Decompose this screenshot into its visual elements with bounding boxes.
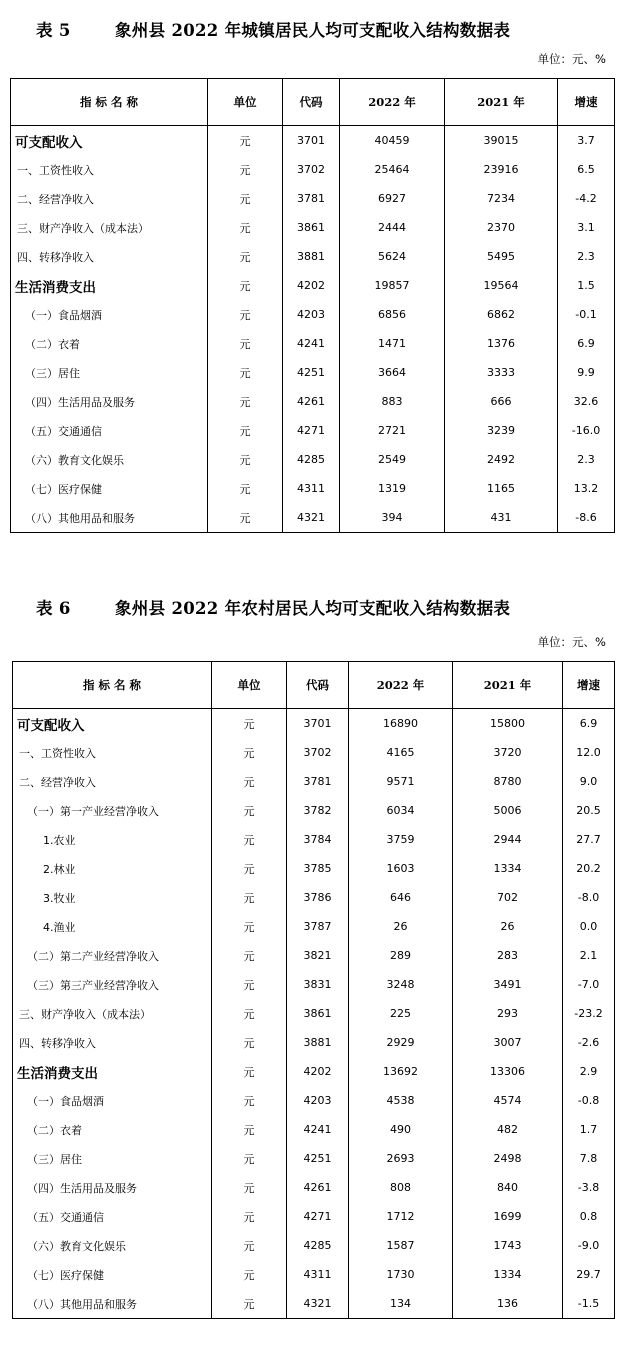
cell-growth: 32.6 [558, 387, 615, 416]
cell-name: 生活消费支出 [11, 271, 208, 300]
table-row [11, 184, 615, 213]
header-unit: 单位 [212, 662, 287, 709]
cell-unit: 元 [212, 912, 287, 941]
table-row [13, 767, 615, 796]
cell-y2021: 23916 [445, 155, 558, 184]
cell-name: （二）第二产业经营净收入 [13, 941, 212, 970]
cell-growth: 13.2 [558, 474, 615, 503]
cell-name: 一、工资性收入 [13, 738, 212, 767]
cell-y2022: 225 [349, 999, 453, 1028]
cell-name: 可支配收入 [13, 709, 212, 739]
cell-y2022: 1712 [349, 1202, 453, 1231]
cell-y2021: 482 [453, 1115, 563, 1144]
table-row [13, 738, 615, 767]
cell-name: （六）教育文化娱乐 [13, 1231, 212, 1260]
cell-growth: 20.5 [563, 796, 615, 825]
cell-y2021: 13306 [453, 1057, 563, 1086]
cell-growth: 9.9 [558, 358, 615, 387]
cell-y2022: 25464 [340, 155, 445, 184]
cell-code: 4271 [287, 1202, 349, 1231]
table-row [13, 1028, 615, 1057]
cell-y2021: 293 [453, 999, 563, 1028]
cell-name: 四、转移净收入 [13, 1028, 212, 1057]
header-2021: 2021 年 [445, 79, 558, 126]
cell-y2022: 1471 [340, 329, 445, 358]
cell-name: 一、工资性收入 [11, 155, 208, 184]
cell-name: （一）食品烟酒 [11, 300, 208, 329]
cell-name: 1.农业 [13, 825, 212, 854]
cell-unit: 元 [208, 474, 283, 503]
table-row [13, 854, 615, 883]
cell-code: 3785 [287, 854, 349, 883]
cell-growth: -23.2 [563, 999, 615, 1028]
table-row [13, 1173, 615, 1202]
cell-growth: -4.2 [558, 184, 615, 213]
header-2022: 2022 年 [349, 662, 453, 709]
cell-name: 3.牧业 [13, 883, 212, 912]
cell-y2022: 2549 [340, 445, 445, 474]
cell-code: 3881 [287, 1028, 349, 1057]
cell-unit: 元 [212, 1173, 287, 1202]
cell-unit: 元 [208, 387, 283, 416]
cell-code: 3881 [283, 242, 340, 271]
table-header-row [13, 662, 615, 709]
table-row [13, 1231, 615, 1260]
cell-code: 3781 [283, 184, 340, 213]
cell-unit: 元 [208, 126, 283, 156]
cell-y2022: 883 [340, 387, 445, 416]
cell-code: 4203 [283, 300, 340, 329]
cell-growth: 9.0 [563, 767, 615, 796]
cell-unit: 元 [212, 767, 287, 796]
cell-y2021: 3239 [445, 416, 558, 445]
cell-y2022: 26 [349, 912, 453, 941]
cell-y2022: 6856 [340, 300, 445, 329]
cell-unit: 元 [212, 970, 287, 999]
cell-y2022: 16890 [349, 709, 453, 739]
table-row [13, 709, 615, 739]
table-row [11, 271, 615, 300]
table-row [11, 242, 615, 271]
cell-growth: 6.9 [558, 329, 615, 358]
table-row [13, 912, 615, 941]
cell-growth: 7.8 [563, 1144, 615, 1173]
cell-growth: 6.5 [558, 155, 615, 184]
cell-code: 3784 [287, 825, 349, 854]
cell-y2022: 3759 [349, 825, 453, 854]
cell-growth: 2.3 [558, 242, 615, 271]
cell-y2021: 1334 [453, 1260, 563, 1289]
cell-growth: 27.7 [563, 825, 615, 854]
cell-y2021: 39015 [445, 126, 558, 156]
cell-growth: -8.0 [563, 883, 615, 912]
cell-code: 3861 [283, 213, 340, 242]
cell-growth: 1.7 [563, 1115, 615, 1144]
cell-name: （一）食品烟酒 [13, 1086, 212, 1115]
cell-name: （七）医疗保健 [11, 474, 208, 503]
table-row [13, 1057, 615, 1086]
header-code: 代码 [283, 79, 340, 126]
cell-growth: 2.1 [563, 941, 615, 970]
cell-y2022: 4538 [349, 1086, 453, 1115]
cell-y2022: 1319 [340, 474, 445, 503]
cell-code: 3786 [287, 883, 349, 912]
table-row [11, 474, 615, 503]
cell-y2022: 6034 [349, 796, 453, 825]
cell-unit: 元 [212, 941, 287, 970]
table-row [11, 387, 615, 416]
table-row [11, 126, 615, 156]
cell-name: （三）居住 [11, 358, 208, 387]
cell-code: 4202 [287, 1057, 349, 1086]
cell-y2022: 4165 [349, 738, 453, 767]
cell-code: 3821 [287, 941, 349, 970]
cell-y2021: 1165 [445, 474, 558, 503]
cell-name: （二）衣着 [13, 1115, 212, 1144]
cell-unit: 元 [208, 445, 283, 474]
cell-unit: 元 [212, 1202, 287, 1231]
cell-y2021: 1334 [453, 854, 563, 883]
cell-y2021: 6862 [445, 300, 558, 329]
table-row [11, 329, 615, 358]
cell-unit: 元 [212, 1260, 287, 1289]
cell-y2021: 3491 [453, 970, 563, 999]
table-row [13, 1086, 615, 1115]
cell-name: （八）其他用品和服务 [13, 1289, 212, 1319]
table-row [13, 825, 615, 854]
cell-y2022: 3248 [349, 970, 453, 999]
table-row [11, 213, 615, 242]
cell-y2021: 15800 [453, 709, 563, 739]
cell-y2021: 19564 [445, 271, 558, 300]
cell-unit: 元 [212, 796, 287, 825]
cell-code: 4321 [283, 503, 340, 533]
table-row [13, 1202, 615, 1231]
cell-y2021: 431 [445, 503, 558, 533]
cell-unit: 元 [212, 1144, 287, 1173]
cell-name: 可支配收入 [11, 126, 208, 156]
cell-unit: 元 [208, 300, 283, 329]
cell-growth: -3.8 [563, 1173, 615, 1202]
cell-y2021: 5495 [445, 242, 558, 271]
cell-y2022: 289 [349, 941, 453, 970]
cell-code: 4251 [283, 358, 340, 387]
cell-unit: 元 [212, 1057, 287, 1086]
cell-code: 3702 [287, 738, 349, 767]
cell-growth: 0.8 [563, 1202, 615, 1231]
cell-unit: 元 [212, 1115, 287, 1144]
cell-y2021: 2492 [445, 445, 558, 474]
cell-growth: -0.1 [558, 300, 615, 329]
table-row [11, 358, 615, 387]
cell-y2021: 8780 [453, 767, 563, 796]
cell-code: 3702 [283, 155, 340, 184]
cell-growth: 3.1 [558, 213, 615, 242]
cell-unit: 元 [208, 271, 283, 300]
header-2021: 2021 年 [453, 662, 563, 709]
cell-unit: 元 [212, 1028, 287, 1057]
cell-y2022: 1603 [349, 854, 453, 883]
cell-code: 4261 [283, 387, 340, 416]
header-unit: 单位 [208, 79, 283, 126]
cell-y2021: 2370 [445, 213, 558, 242]
cell-name: （二）衣着 [11, 329, 208, 358]
cell-y2021: 3333 [445, 358, 558, 387]
cell-name: （四）生活用品及服务 [11, 387, 208, 416]
table-6 [12, 661, 615, 1319]
table-row [13, 883, 615, 912]
cell-growth: 2.3 [558, 445, 615, 474]
cell-code: 4311 [287, 1260, 349, 1289]
cell-y2021: 26 [453, 912, 563, 941]
cell-code: 3782 [287, 796, 349, 825]
cell-y2022: 2693 [349, 1144, 453, 1173]
cell-growth: 1.5 [558, 271, 615, 300]
cell-y2022: 1587 [349, 1231, 453, 1260]
cell-y2022: 40459 [340, 126, 445, 156]
cell-y2022: 2929 [349, 1028, 453, 1057]
cell-unit: 元 [212, 1231, 287, 1260]
cell-y2021: 2498 [453, 1144, 563, 1173]
cell-y2021: 7234 [445, 184, 558, 213]
cell-y2022: 808 [349, 1173, 453, 1202]
cell-y2022: 394 [340, 503, 445, 533]
cell-growth: 2.9 [563, 1057, 615, 1086]
cell-name: （六）教育文化娱乐 [11, 445, 208, 474]
cell-name: （一）第一产业经营净收入 [13, 796, 212, 825]
table-5-number: 表 5 [36, 21, 71, 40]
cell-y2022: 1730 [349, 1260, 453, 1289]
cell-unit: 元 [212, 999, 287, 1028]
table-row [13, 999, 615, 1028]
cell-y2022: 6927 [340, 184, 445, 213]
cell-y2022: 5624 [340, 242, 445, 271]
cell-y2022: 13692 [349, 1057, 453, 1086]
cell-code: 4241 [287, 1115, 349, 1144]
cell-y2022: 9571 [349, 767, 453, 796]
cell-y2022: 490 [349, 1115, 453, 1144]
cell-growth: -7.0 [563, 970, 615, 999]
header-growth: 增速 [563, 662, 615, 709]
table-6-number: 表 6 [36, 599, 71, 618]
cell-code: 4285 [283, 445, 340, 474]
table-row [13, 1115, 615, 1144]
cell-growth: 6.9 [563, 709, 615, 739]
cell-code: 3701 [287, 709, 349, 739]
table-row [11, 300, 615, 329]
cell-y2021: 1743 [453, 1231, 563, 1260]
cell-y2021: 5006 [453, 796, 563, 825]
cell-code: 4321 [287, 1289, 349, 1319]
cell-name: 二、经营净收入 [13, 767, 212, 796]
cell-growth: -1.5 [563, 1289, 615, 1319]
cell-name: 4.渔业 [13, 912, 212, 941]
cell-name: （四）生活用品及服务 [13, 1173, 212, 1202]
cell-code: 3781 [287, 767, 349, 796]
header-2022: 2022 年 [340, 79, 445, 126]
table-row [13, 1260, 615, 1289]
cell-y2021: 840 [453, 1173, 563, 1202]
cell-y2021: 3720 [453, 738, 563, 767]
cell-y2022: 2444 [340, 213, 445, 242]
table-row [13, 1144, 615, 1173]
cell-growth: -8.6 [558, 503, 615, 533]
cell-unit: 元 [208, 184, 283, 213]
table-5-unit-note: 单位：元、% [537, 52, 606, 66]
cell-code: 4311 [283, 474, 340, 503]
cell-code: 4251 [287, 1144, 349, 1173]
cell-code: 3861 [287, 999, 349, 1028]
cell-unit: 元 [212, 825, 287, 854]
table-6-unit-note: 单位：元、% [537, 635, 606, 649]
cell-code: 4241 [283, 329, 340, 358]
header-name: 指 标 名 称 [11, 79, 208, 126]
cell-unit: 元 [208, 155, 283, 184]
cell-growth: -16.0 [558, 416, 615, 445]
cell-code: 4203 [287, 1086, 349, 1115]
cell-y2021: 4574 [453, 1086, 563, 1115]
cell-name: 生活消费支出 [13, 1057, 212, 1086]
cell-code: 3701 [283, 126, 340, 156]
cell-name: （三）第三产业经营净收入 [13, 970, 212, 999]
cell-y2021: 283 [453, 941, 563, 970]
cell-growth: -2.6 [563, 1028, 615, 1057]
cell-unit: 元 [212, 709, 287, 739]
cell-growth: 12.0 [563, 738, 615, 767]
cell-growth: -9.0 [563, 1231, 615, 1260]
table-row [13, 941, 615, 970]
cell-y2021: 136 [453, 1289, 563, 1319]
cell-code: 4261 [287, 1173, 349, 1202]
cell-unit: 元 [208, 503, 283, 533]
cell-name: 2.林业 [13, 854, 212, 883]
cell-y2022: 2721 [340, 416, 445, 445]
cell-name: 三、财产净收入（成本法） [11, 213, 208, 242]
cell-unit: 元 [212, 1086, 287, 1115]
cell-unit: 元 [212, 1289, 287, 1319]
cell-unit: 元 [208, 329, 283, 358]
cell-unit: 元 [212, 738, 287, 767]
cell-y2021: 2944 [453, 825, 563, 854]
table-6-heading: 象州县 2022 年农村居民人均可支配收入结构数据表 [115, 599, 511, 618]
cell-y2021: 702 [453, 883, 563, 912]
table-5-heading: 象州县 2022 年城镇居民人均可支配收入结构数据表 [115, 21, 511, 40]
cell-y2022: 646 [349, 883, 453, 912]
table-row [13, 796, 615, 825]
cell-code: 3831 [287, 970, 349, 999]
cell-unit: 元 [212, 883, 287, 912]
cell-name: （八）其他用品和服务 [11, 503, 208, 533]
header-name: 指 标 名 称 [13, 662, 212, 709]
header-code: 代码 [287, 662, 349, 709]
cell-growth: 29.7 [563, 1260, 615, 1289]
cell-unit: 元 [208, 358, 283, 387]
cell-name: （七）医疗保健 [13, 1260, 212, 1289]
table-row [13, 970, 615, 999]
cell-code: 3787 [287, 912, 349, 941]
cell-code: 4285 [287, 1231, 349, 1260]
cell-code: 4202 [283, 271, 340, 300]
table-row [11, 503, 615, 533]
table-row [11, 445, 615, 474]
cell-growth: 0.0 [563, 912, 615, 941]
cell-growth: 20.2 [563, 854, 615, 883]
table-row [13, 1289, 615, 1319]
cell-y2022: 3664 [340, 358, 445, 387]
table-row [11, 416, 615, 445]
header-growth: 增速 [558, 79, 615, 126]
table-header-row [11, 79, 615, 126]
cell-name: （三）居住 [13, 1144, 212, 1173]
cell-y2022: 19857 [340, 271, 445, 300]
cell-y2021: 1699 [453, 1202, 563, 1231]
cell-unit: 元 [208, 416, 283, 445]
cell-name: （五）交通通信 [13, 1202, 212, 1231]
cell-y2021: 1376 [445, 329, 558, 358]
cell-growth: -0.8 [563, 1086, 615, 1115]
table-row [11, 155, 615, 184]
cell-name: 四、转移净收入 [11, 242, 208, 271]
table-5 [10, 78, 615, 533]
cell-y2022: 134 [349, 1289, 453, 1319]
cell-y2021: 3007 [453, 1028, 563, 1057]
cell-name: 三、财产净收入（成本法） [13, 999, 212, 1028]
cell-unit: 元 [208, 213, 283, 242]
cell-unit: 元 [208, 242, 283, 271]
cell-unit: 元 [212, 854, 287, 883]
cell-code: 4271 [283, 416, 340, 445]
cell-name: （五）交通通信 [11, 416, 208, 445]
cell-y2021: 666 [445, 387, 558, 416]
cell-name: 二、经营净收入 [11, 184, 208, 213]
cell-growth: 3.7 [558, 126, 615, 156]
